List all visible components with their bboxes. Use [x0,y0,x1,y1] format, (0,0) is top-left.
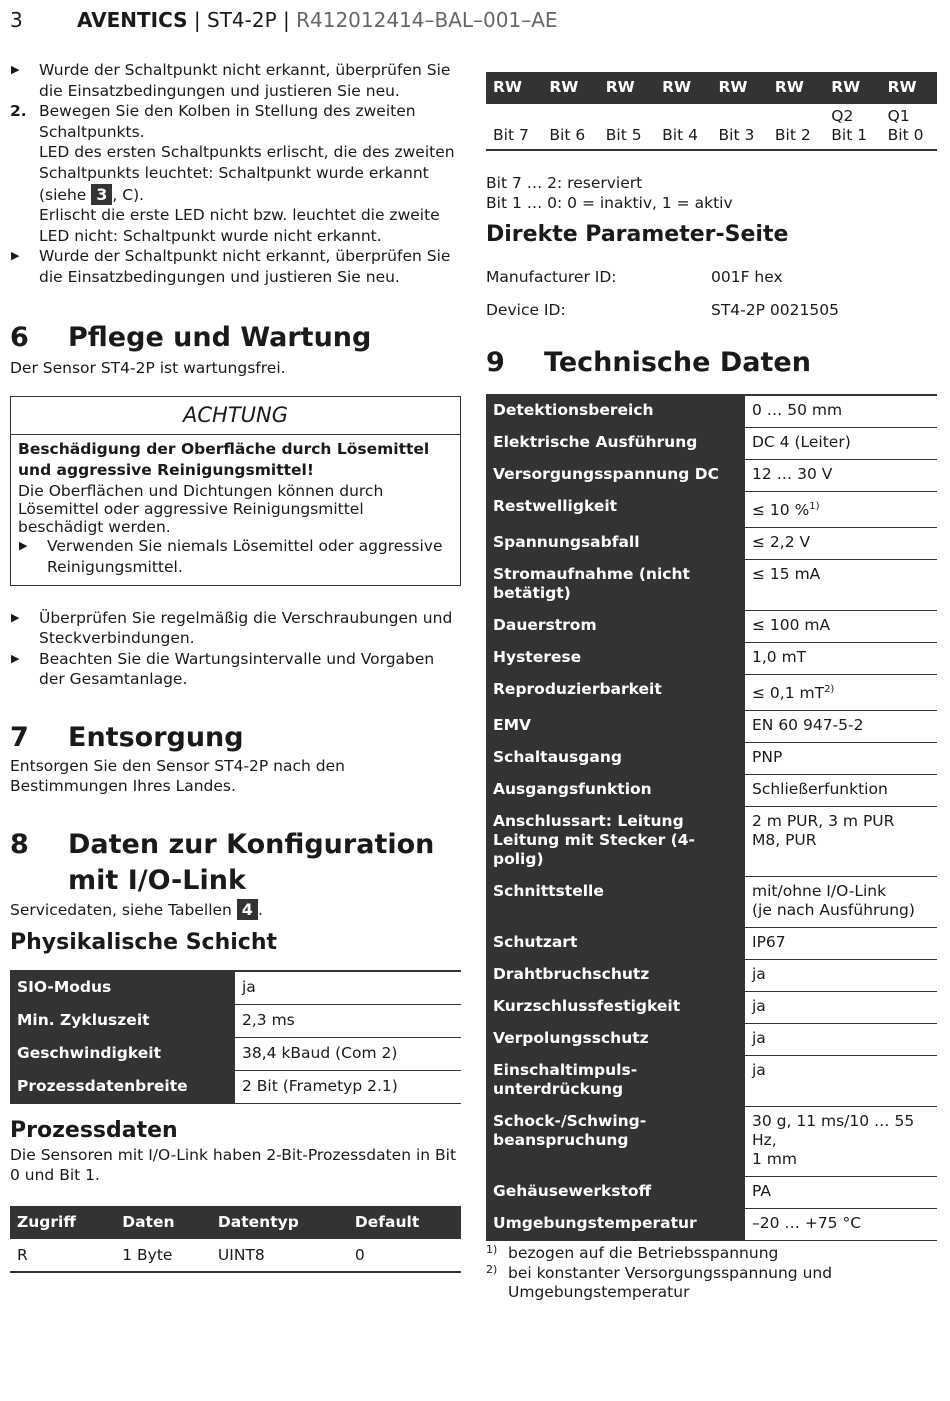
spec-label: EMV [486,711,745,743]
spec-label: Elektrische Ausführung [486,428,745,460]
spec-label: Stromaufnahme (nicht betätigt) [486,560,745,611]
spec-value: PNP [745,743,937,775]
process-data-table [10,1206,461,1273]
table-row [486,877,937,928]
bit-note: Bit 7 … 2: reserviert [486,174,643,192]
footnote-marker: 1) [809,501,820,512]
table-row [486,711,937,743]
table-row [486,428,937,460]
bullet-icon: ▶ [19,539,28,553]
spec-value: 12 … 30 V [745,460,937,492]
spec-value: 30 g, 11 ms/10 … 55 Hz, 1 mm [745,1107,937,1177]
list-item: ▶ Wurde der Schaltpunkt nicht erkannt, überprüfen Sie die Einsatzbedingungen und justieren Sie neu. [11,61,451,100]
list-item: ▶ Wurde der Schaltpunkt nicht erkannt, überprüfen Sie die Einsatzbedingungen und justieren Sie neu. [11,247,451,286]
spec-value: ≤ 10 %$^{1)}$ [745,492,937,528]
bullet-icon: ▶ [11,610,20,624]
table-row: Bit 7 Bit 6 Bit 5 Bit 4 Bit 3 Bit 2 Q2 Bit 1 Q1 Bit 0 [486,104,937,150]
table-row [486,807,937,877]
subsection-heading: Physikalische Schicht [10,929,278,955]
table-header-row: Zugriff Daten Datentyp Default [10,1206,461,1239]
table-row [486,395,937,428]
table-row [486,492,937,528]
spec-value: ja [745,1056,937,1107]
table-row: R 1 Byte UINT8 0 [10,1239,461,1272]
spec-value: ≤ 100 mA [745,611,937,643]
table-row [486,1056,937,1107]
table-row: SIO-Modus ja [10,971,461,1005]
section-heading: 7 Entsorgung [10,721,244,753]
spec-label: Hysterese [486,643,745,675]
paragraph: Entsorgen Sie den Sensor ST4-2P nach den Bestimmungen Ihres Landes. [10,756,345,796]
spec-label: Anschlussart: Leitung Leitung mit Stecker (4-polig) [486,807,745,877]
spec-value: ≤ 0,1 $mT^{2)}$ [745,675,937,711]
spec-label: Umgebungstemperatur [486,1209,745,1241]
spec-value: Schließerfunktion [745,775,937,807]
list-item: Manufacturer ID: 001F hex [486,268,783,286]
bit-assignment-table [486,72,937,151]
spec-value: –20 … +75 °C [745,1209,937,1241]
spec-value: ja [745,992,937,1024]
spec-value: ≤ 15 mA [745,560,937,611]
table-row [486,992,937,1024]
product-name: ST4-2P [207,8,277,32]
table-header-row: RW RW RW RW RW RW RW RW [486,72,937,104]
warning-box [10,396,461,585]
table-row [486,960,937,992]
step-number: 2. [10,102,27,121]
table-row: Geschwindigkeit 38,4 kBaud (Com 2) [10,1037,461,1070]
table-row [486,775,937,807]
spec-label: Kurzschlussfestigkeit [486,992,745,1024]
subsection-heading: Prozessdaten [10,1117,178,1143]
spec-value: ja [745,960,937,992]
footnotes [486,1244,937,1303]
list-item: ▶ Verwenden Sie niemals Lösemittel oder aggressive Reinigungsmittel. [19,537,443,576]
table-row [486,460,937,492]
table-row [486,1209,937,1241]
spec-label: Drahtbruchschutz [486,960,745,992]
spec-value: ≤ 2,2 V [745,528,937,560]
numbered-step: 2. Bewegen Sie den Kolben in Stellung des zweiten Schaltpunkts. LED des ersten Schaltpunkts erlischt, die des zweiten Schaltpunkts leuchtet: Schaltpunkt wurde erkannt (siehe 3 , C). Erlischt die erste LED nicht bzw. leuchtet die zweite LED nicht: Schaltpunkt wurde nicht erkannt. [10,102,455,245]
right-column [486,72,937,1303]
table-row [486,611,937,643]
paragraph: Servicedaten, siehe Tabellen 4 . [10,900,263,920]
spec-label: Restwelligkeit [486,492,745,528]
table-row [486,560,937,611]
spec-label: Schaltausgang [486,743,745,775]
section-heading: 9 Technische Daten [486,347,811,378]
table-row [486,928,937,960]
list-item: Device ID: ST4-2P 0021505 [486,301,839,319]
spec-label: Ausgangsfunktion [486,775,745,807]
spec-label: Dauerstrom [486,611,745,643]
document-number: R412012414–BAL–001–AE [296,8,558,32]
spec-label: Spannungsabfall [486,528,745,560]
warning-body: Die Oberflächen und Dichtungen können durch Lösemittel oder aggressive Reinigungsmittel beschädigt werden. [18,482,384,537]
table-row: Prozessdatenbreite 2 Bit (Frametyp 2.1) [10,1070,461,1103]
subsection-heading: Direkte Parameter-Seite [486,222,789,247]
bullet-icon: ▶ [11,249,20,263]
paragraph: Der Sensor ST4-2P ist wartungsfrei. [10,358,286,377]
spec-value: 1,0 mT [745,643,937,675]
direct-parameter-list [486,267,937,320]
table-row: Min. Zykluszeit 2,3 ms [10,1004,461,1037]
spec-value: PA [745,1177,937,1209]
left-column [10,60,461,1273]
technical-data-table [486,394,937,1241]
spec-label: Detektionsbereich [486,395,745,428]
bullet-icon: ▶ [11,651,20,665]
table-row [486,1177,937,1209]
table-row [486,1107,937,1177]
section-heading: 8 Daten zur Konfiguration mit I/O-Link [10,829,435,897]
spec-value: 0 … 50 mm [745,395,937,428]
spec-label: Reproduzierbarkeit [486,675,745,711]
footnote: 1) bezogen auf die Betriebsspannung [486,1243,779,1263]
physical-layer-table [10,970,461,1104]
spec-value: IP67 [745,928,937,960]
warning-heading: Beschädigung der Oberfläche durch Lösemittel und aggressive Reinigungsmittel! [18,440,430,479]
figure-reference-badge: 3 [91,184,112,205]
spec-label: Schock-/Schwing- beanspruchung [486,1107,745,1177]
table-row [486,675,937,711]
spec-value: ja [745,1024,937,1056]
spec-label: Schnittstelle [486,877,745,928]
list-item: ▶ Überprüfen Sie regelmäßig die Verschraubungen und Steckverbindungen. [11,608,453,648]
bullet-icon: ▶ [11,63,20,76]
spec-value: 2 m PUR, 3 m PUR M8, PUR [745,807,937,877]
spec-label: Schutzart [486,928,745,960]
list-item: ▶ Beachten Sie die Wartungsintervalle und Vorgaben der Gesamtanlage. [11,649,435,689]
table-row [486,1024,937,1056]
table-reference-badge: 4 [237,899,258,920]
table-row [486,528,937,560]
spec-label: Einschaltimpuls- unterdrückung [486,1056,745,1107]
spec-value: mit/ohne I/O-Link (je nach Ausführung) [745,877,937,928]
section-heading: 6 Pflege und Wartung [10,321,372,353]
spec-value: EN 60 947-5-2 [745,711,937,743]
table-row [486,743,937,775]
warning-title: ACHTUNG [11,397,460,435]
page-number: 3 [10,8,23,32]
brand-name: AVENTICS [77,8,188,32]
footnote-marker: 2) [824,684,835,696]
footnote: 2) bei konstanter Versorgungsspannung und Umgebungstemperatur [486,1262,833,1302]
spec-label: Verpolungsschutz [486,1024,745,1056]
spec-label: Versorgungsspannung DC [486,460,745,492]
paragraph: Die Sensoren mit I/O-Link haben 2-Bit-Prozessdaten in Bit 0 und Bit 1. [10,1145,457,1185]
spec-value: DC 4 (Leiter) [745,428,937,460]
table-row [486,643,937,675]
spec-label: Gehäusewerkstoff [486,1177,745,1209]
page-header: 3 AVENTICS | ST4-2P | R412012414–BAL–001–AE [10,8,558,32]
bit-note: Bit 1 … 0: 0 = inaktiv, 1 = aktiv [486,194,733,212]
